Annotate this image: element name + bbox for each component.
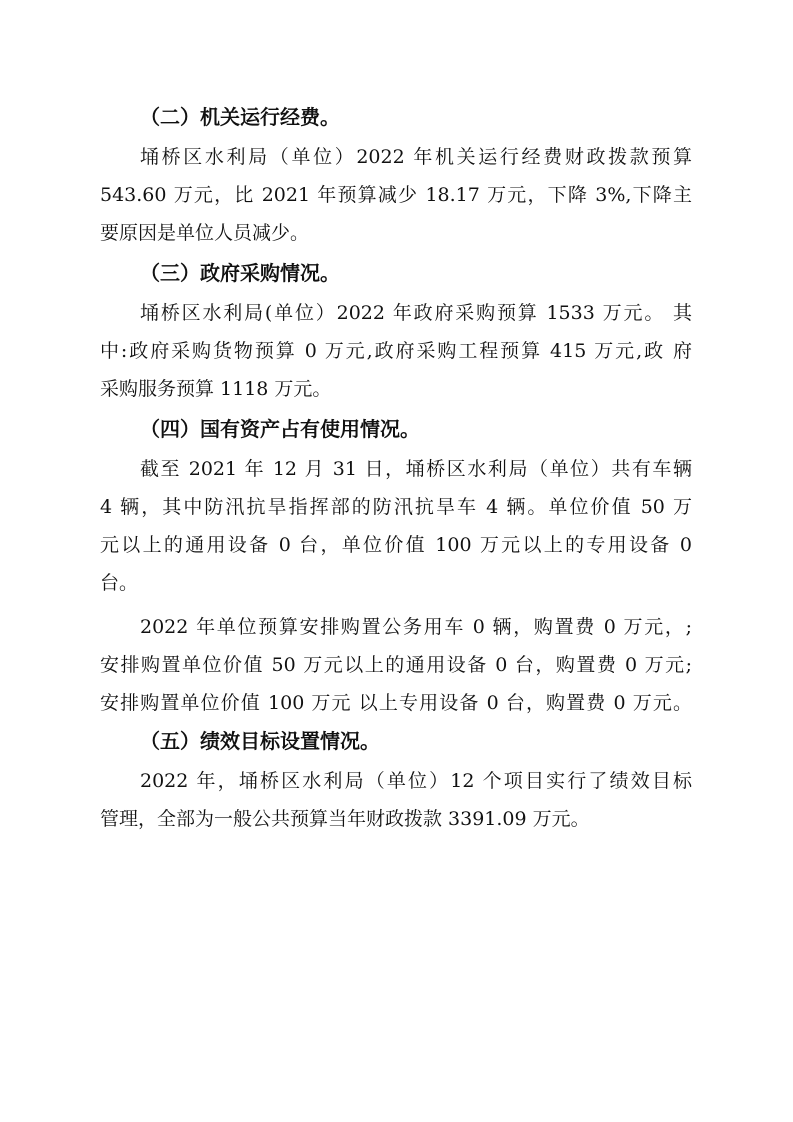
paragraph-line: 安排购置单位价值 100 万元 以上专用设备 0 台，购置费 0 万元。 <box>100 692 692 714</box>
paragraph-line: 2022 年，埇桥区水利局（单位）12 个项目实行了绩效目标 <box>140 770 692 792</box>
paragraph-line: 安排购置单位价值 50 万元以上的通用设备 0 台，购置费 0 万元; <box>100 654 692 676</box>
paragraph-line: 元以上的通用设备 0 台，单位价值 100 万元以上的专用设备 0 <box>100 534 692 556</box>
paragraph-line: 截至 2021 年 12 月 31 日，埇桥区水利局（单位）共有车辆 <box>140 458 692 480</box>
paragraph-line: 4 辆，其中防汛抗旱指挥部的防汛抗旱车 4 辆。单位价值 50 万 <box>100 496 692 518</box>
paragraph-line: 台。 <box>100 572 139 594</box>
section-heading-2: （二）机关运行经费。 <box>140 105 340 129</box>
paragraph-line: 要原因是单位人员减少。 <box>100 222 310 244</box>
paragraph-line: 2022 年单位预算安排购置公务用车 0 辆，购置费 0 万元，; <box>140 616 692 638</box>
paragraph-line: 管理，全部为一般公共预算当年财政拨款 3391.09 万元。 <box>100 808 590 830</box>
section-heading-5: （五）绩效目标设置情况。 <box>140 729 380 753</box>
paragraph-line: 埇桥区水利局(单位）2022 年政府采购预算 1533 万元。 其 <box>140 302 692 324</box>
section-heading-4: （四）国有资产占有使用情况。 <box>140 417 420 441</box>
section-heading-3: （三）政府采购情况。 <box>140 261 340 285</box>
paragraph-line: 中:政府采购货物预算 0 万元,政府采购工程预算 415 万元,政 府 <box>100 340 692 362</box>
paragraph-line: 采购服务预算 1118 万元。 <box>100 378 332 400</box>
paragraph-line: 埇桥区水利局（单位）2022 年机关运行经费财政拨款预算 <box>140 146 692 168</box>
paragraph-line: 543.60 万元，比 2021 年预算减少 18.17 万元，下降 3%,下降主 <box>100 184 692 206</box>
